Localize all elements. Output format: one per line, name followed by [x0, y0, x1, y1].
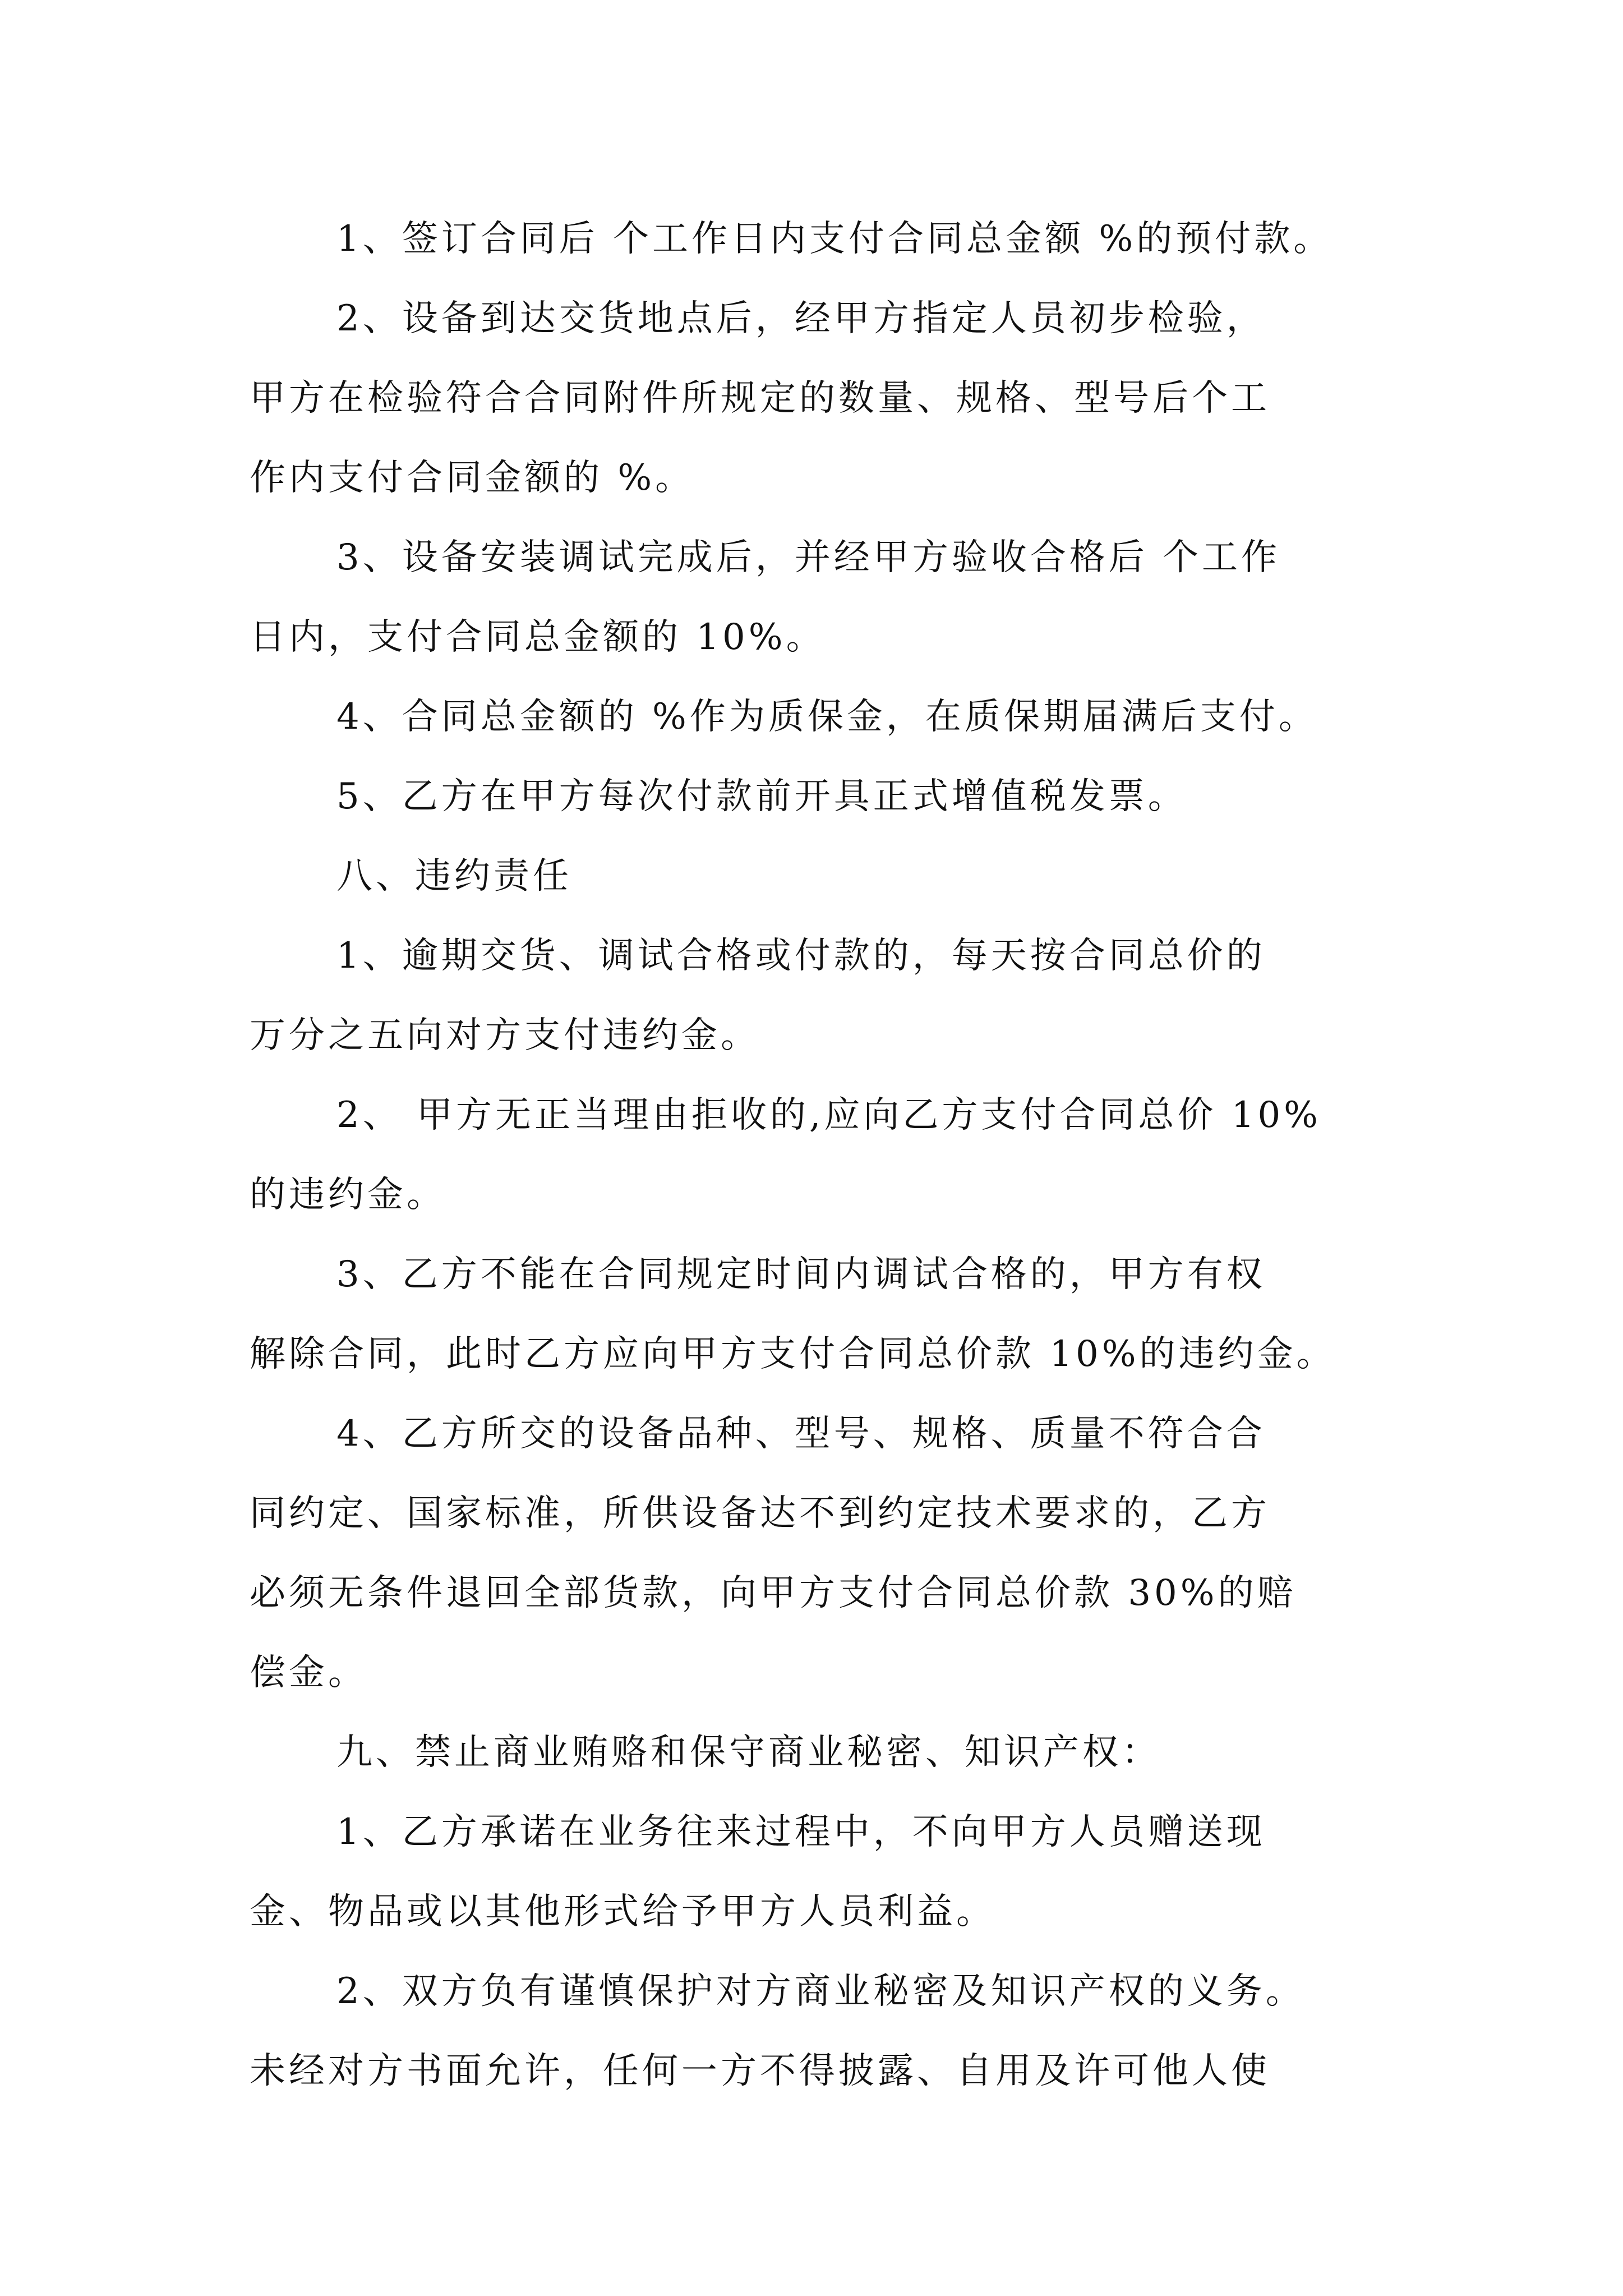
text-line: 1、签订合同后 个工作日内支付合同总金额 %的预付款。 — [336, 218, 1333, 260]
text-line: 作内支付合同金额的 %。 — [250, 457, 695, 499]
text-line: 金、物品或以其他形式给予甲方人员利益。 — [250, 1891, 995, 1932]
text-line: 3、设备安装调试完成后，并经甲方验收合格后 个工作 — [336, 537, 1281, 578]
text-line: 2、设备到达交货地点后，经甲方指定人员初步检验， — [336, 298, 1266, 339]
text-line: 日内，支付合同总金额的 10%。 — [250, 616, 826, 658]
text-line: 2、双方负有谨慎保护对方商业秘密及知识产权的义务。 — [336, 1971, 1305, 2012]
text-line: 甲方在检验符合合同附件所规定的数量、规格、型号后个工 — [250, 378, 1270, 419]
text-line: 同约定、国家标准，所供设备达不到约定技术要求的，乙方 — [250, 1493, 1270, 1534]
text-line: 偿金。 — [250, 1652, 367, 1694]
text-line: 4、合同总金额的 %作为质保金，在质保期届满后支付。 — [336, 696, 1318, 738]
text-line: 必须无条件退回全部货款，向甲方支付合同总价款 30%的赔 — [250, 1572, 1297, 1614]
text-line: 万分之五向对方支付违约金。 — [250, 1015, 760, 1056]
text-line: 3、乙方不能在合同规定时间内调试合格的，甲方有权 — [336, 1254, 1266, 1295]
text-line: 1、逾期交货、调试合格或付款的，每天按合同总价的 — [336, 935, 1266, 977]
text-line: 2、 甲方无正当理由拒收的,应向乙方支付合同总价 10% — [336, 1094, 1321, 1136]
text-line: 未经对方书面允许，任何一方不得披露、自用及许可他人使 — [250, 2050, 1270, 2092]
text-line: 的违约金。 — [250, 1174, 446, 1216]
text-line: 1、乙方承诺在业务往来过程中，不向甲方人员赠送现 — [336, 1811, 1266, 1853]
text-line: 4、乙方所交的设备品种、型号、规格、质量不符合合 — [336, 1413, 1266, 1455]
section-heading: 九、禁止商业贿赂和保守商业秘密、知识产权： — [336, 1732, 1161, 1773]
text-line: 5、乙方在甲方每次付款前开具正式增值税发票。 — [336, 776, 1187, 817]
text-line: 解除合同，此时乙方应向甲方支付合同总价款 10%的违约金。 — [250, 1333, 1336, 1375]
section-heading: 八、违约责任 — [336, 855, 572, 897]
